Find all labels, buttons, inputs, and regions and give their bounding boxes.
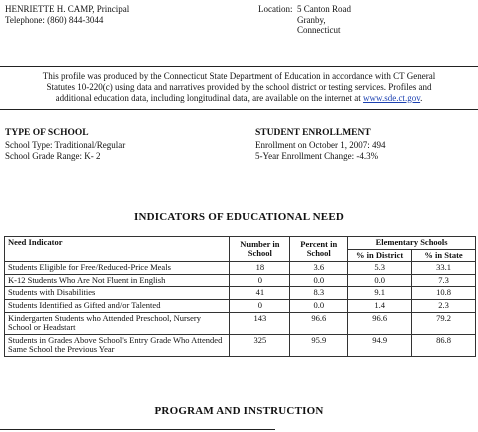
notice-line-2: Statutes 10-220(c) using data and narratives provided by the school district or testing services. Profiles and xyxy=(46,81,432,92)
notice-line-3 xyxy=(0,93,478,104)
row-number: 0 xyxy=(230,299,290,312)
col-percent-in-school: Percent in School xyxy=(290,237,348,262)
top-rule xyxy=(0,66,478,67)
school-type-value: School Type: Traditional/Regular xyxy=(5,139,126,150)
location-line-1: 5 Canton Road xyxy=(297,4,351,14)
principal-block xyxy=(5,4,129,25)
telephone: Telephone: (860) 844-3044 xyxy=(5,14,104,25)
row-label: Students with Disabilities xyxy=(5,287,230,300)
col-percent-in-district: % in District xyxy=(348,249,412,262)
table-row xyxy=(5,299,476,312)
enrollment-change: 5-Year Enrollment Change: -4.3% xyxy=(255,151,379,161)
table-row xyxy=(5,312,476,334)
notice-line-1: This profile was produced by the Connecticut State Department of Education in accordance with CT General xyxy=(42,71,436,81)
row-number: 41 xyxy=(230,287,290,300)
row-state: 33.1 xyxy=(412,262,476,275)
row-percent: 3.6 xyxy=(290,262,348,275)
enrollment-title: STUDENT ENROLLMENT xyxy=(255,128,371,138)
program-rule xyxy=(0,429,275,430)
principal-name: HENRIETTE H. CAMP, Principal xyxy=(5,4,130,14)
notice-line-3-text: additional education data, including longitudinal data, are available on the internet at xyxy=(55,92,364,103)
row-label: K-12 Students Who Are Not Fluent in English xyxy=(5,274,230,287)
row-district: 94.9 xyxy=(348,334,412,356)
school-type-block xyxy=(5,128,125,162)
enrollment-block xyxy=(255,128,385,162)
row-number: 325 xyxy=(230,334,290,356)
row-number: 18 xyxy=(230,262,290,275)
row-label: Students in Grades Above School's Entry Grade Who Attended Same School the Previous Year xyxy=(5,334,230,356)
sde-website-link[interactable]: www.sde.ct.gov xyxy=(363,92,421,103)
need-indicators-table xyxy=(4,236,476,357)
row-district: 1.4 xyxy=(348,299,412,312)
col-need-indicator: Need Indicator xyxy=(5,237,230,262)
row-state: 10.8 xyxy=(412,287,476,300)
row-percent: 95.9 xyxy=(290,334,348,356)
location-label: Location: xyxy=(258,4,293,14)
table-row xyxy=(5,334,476,356)
school-grade-range: School Grade Range: K- 2 xyxy=(5,151,101,161)
location-line-3: Connecticut xyxy=(297,25,341,35)
row-district: 9.1 xyxy=(348,287,412,300)
row-label: Students Eligible for Free/Reduced-Price Meals xyxy=(5,262,230,275)
row-number: 143 xyxy=(230,312,290,334)
row-state: 7.3 xyxy=(412,274,476,287)
row-district: 5.3 xyxy=(348,262,412,275)
row-percent: 0.0 xyxy=(290,299,348,312)
row-label: Kindergarten Students who Attended Preschool, Nursery School or Headstart xyxy=(5,312,230,334)
program-title: PROGRAM AND INSTRUCTION xyxy=(154,405,324,417)
row-percent: 8.3 xyxy=(290,287,348,300)
table-row xyxy=(5,262,476,275)
table-row xyxy=(5,287,476,300)
col-number-in-school: Number in School xyxy=(230,237,290,262)
location-block xyxy=(258,4,351,36)
row-district: 0.0 xyxy=(348,274,412,287)
table-row xyxy=(5,274,476,287)
indicators-title: INDICATORS OF EDUCATIONAL NEED xyxy=(133,211,345,223)
row-label: Students Identified as Gifted and/or Talented xyxy=(5,299,230,312)
row-state: 2.3 xyxy=(412,299,476,312)
notice-line-3-end: . xyxy=(420,92,423,103)
school-type-title: TYPE OF SCHOOL xyxy=(5,128,89,138)
col-group-elementary-schools: Elementary Schools xyxy=(348,237,476,250)
profile-notice xyxy=(0,71,478,103)
row-number: 0 xyxy=(230,274,290,287)
notice-bottom-rule xyxy=(0,109,478,110)
col-percent-in-state: % in State xyxy=(412,249,476,262)
location-line-2: Granby, xyxy=(297,14,326,25)
row-district: 96.6 xyxy=(348,312,412,334)
row-percent: 0.0 xyxy=(290,274,348,287)
row-state: 86.8 xyxy=(412,334,476,356)
row-state: 79.2 xyxy=(412,312,476,334)
row-percent: 96.6 xyxy=(290,312,348,334)
enrollment-value: Enrollment on October 1, 2007: 494 xyxy=(255,139,386,150)
